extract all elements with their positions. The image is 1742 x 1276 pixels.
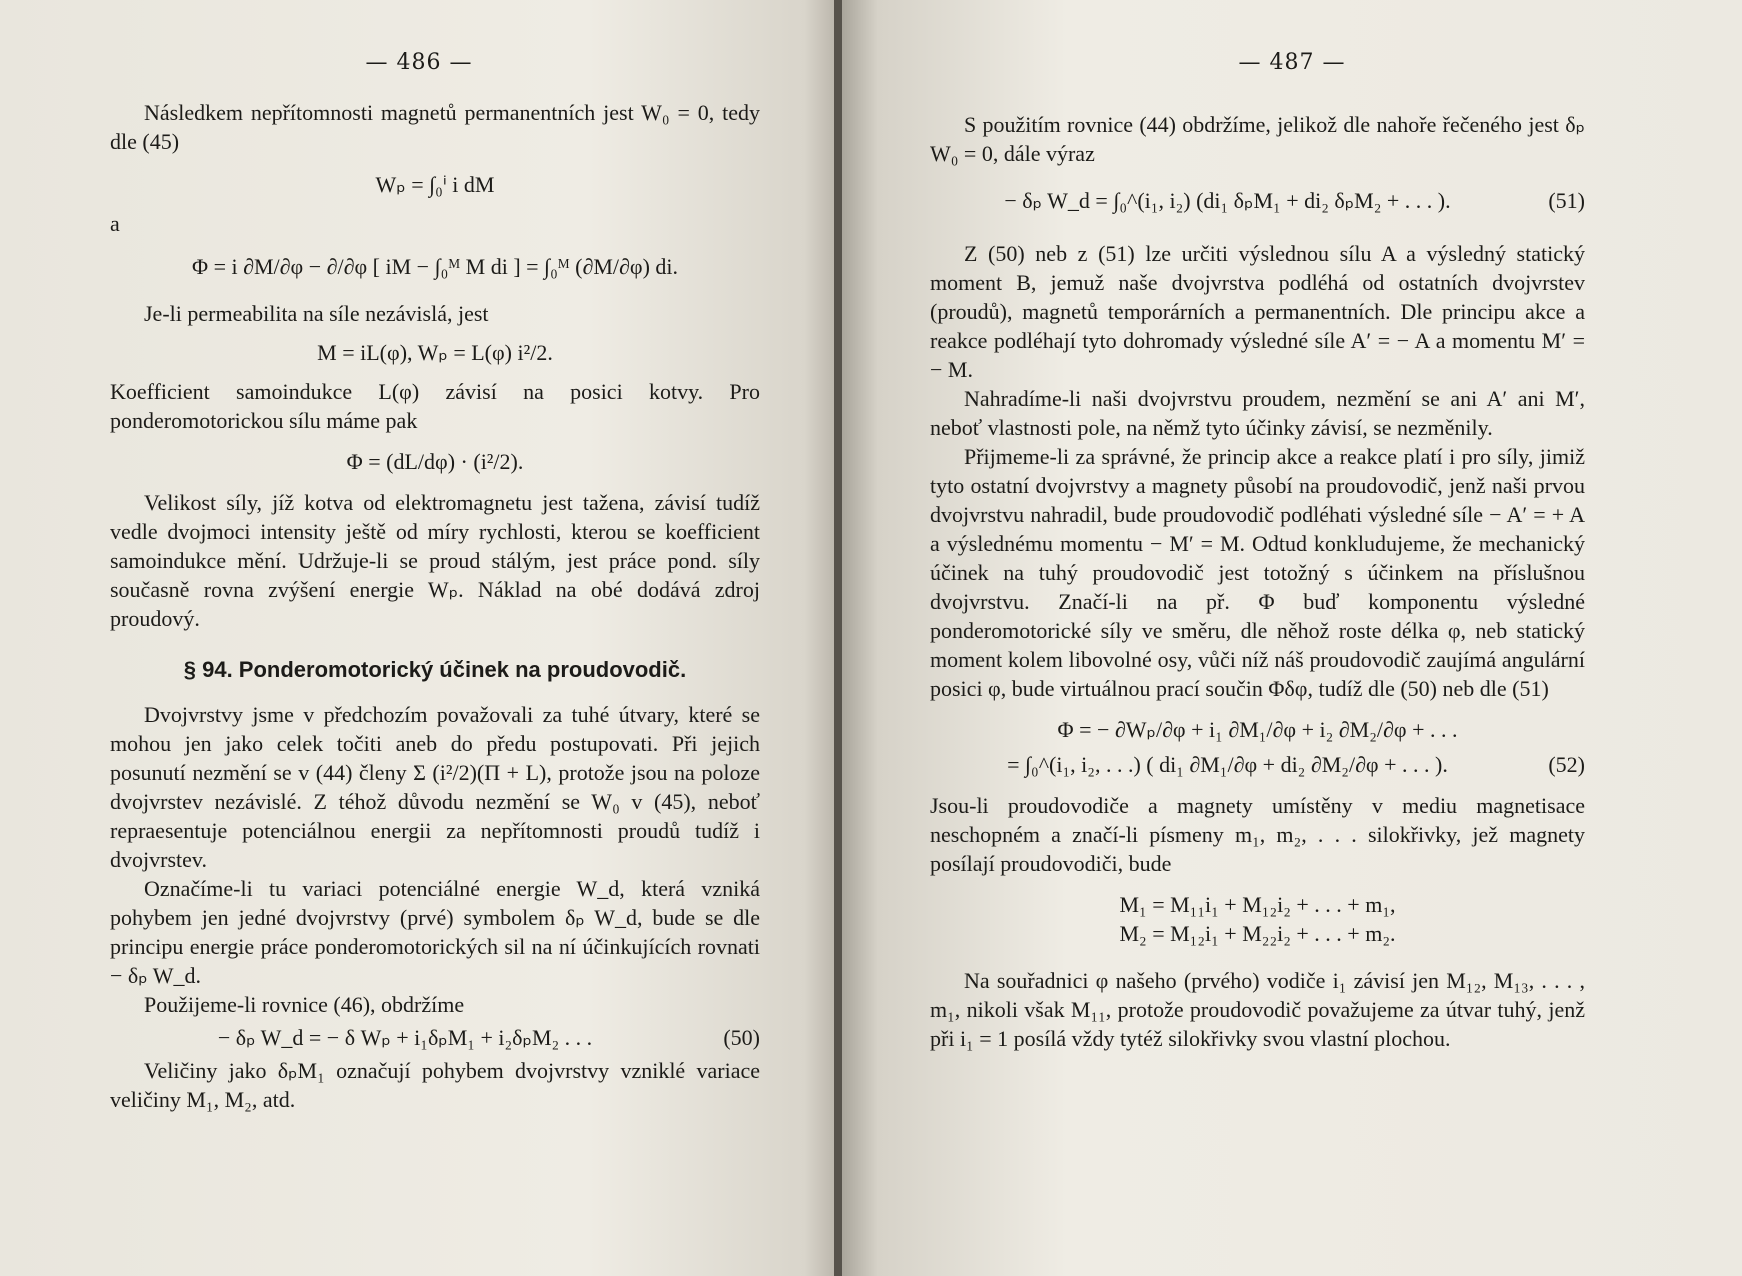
paragraph: Velikost síly, jíž kotva od elektromagnetu jest tažena, závisí tudíž vedle dvojmoci intensity ještě od míry rychlosti, kterou se koefficient samoindukce mění. Udržuje-li se proud stálým, jest práce pond. síly současně rovna zvýšení energie Wₚ. Náklad na obé dodává zdroj proudový. bbox=[110, 490, 760, 631]
paragraph: Z (50) neb z (51) lze určiti výslednou sílu A a výsledný statický moment B, jemuž naše dvojvrstva podléhá od ostatních dvojvrstev (proudů), magnetů temporárních a permanentních. Dle principu akce a reakce podléhají tyto dohromady výsledné síle A′ = − A a momentu M′ = − M. bbox=[930, 241, 1585, 382]
equation-number: (52) bbox=[1548, 752, 1585, 777]
equation-number: (50) bbox=[723, 1025, 760, 1050]
section-heading: § 94. Ponderomotorický účinek na proudovodič. bbox=[183, 657, 687, 682]
right-page bbox=[842, 0, 1742, 1276]
equation: M₁ = M₁₁i₁ + M₁₂i₂ + . . . + m₁, bbox=[1119, 892, 1396, 917]
paragraph: Označíme-li tu variaci potenciálné energie W_d, která vzniká pohybem jen jedné dvojvrstvy (prvé) symbolem δₚ W_d, bude se dle principu energie práce ponderomotorických sil na ní účinkujících rovnati − δₚ W_d. bbox=[110, 876, 760, 988]
paragraph: Koefficient samoindukce L(φ) závisí na posici kotvy. Pro ponderomotorickou sílu máme pak bbox=[110, 379, 760, 433]
page-number-left: — 486 — bbox=[365, 50, 473, 75]
equation-number: (51) bbox=[1548, 188, 1585, 213]
equation: M₂ = M₁₂i₁ + M₂₂i₂ + . . . + m₂. bbox=[1119, 921, 1396, 946]
paragraph: Přijmeme-li za správné, že princip akce a reakce platí i pro síly, jimiž tyto ostatní dvojvrstvy a magnety působí na proudovodič, jenž naši prvou dvojvrstvu nahradil, bude proudovodič podléhati výsledné síle − A′ = + A a výslednému momentu − M′ = M. Odtud konkludujeme, že mechanický účinek na tuhý proudovodič jest totožný s účinkem na příslušnou dvojvrstvu. Značí-li na př. Φ buď komponentu výsledné ponderomotorické síly ve směru, dle něhož roste délka φ, neb statický moment kolem libovolné osy, vůči níž náš proudovodič zaujímá angulární posici φ, bude virtuálnou prací součin Φδφ, tudíž dle (50) neb dle (51) bbox=[930, 444, 1585, 701]
paragraph: Dvojvrstvy jsme v předchozím považovali za tuhé útvary, které se mohou jen jako celek točiti aneb do předu postupovati. Při jejich posunutí nezmění se v (44) členy Σ (i²/2)(Π + L), protože jsou na poloze dvojvrstev nezávislé. Z téhož důvodu nezmění se W₀ v (45), neboť repraesentuje potenciálnou energii za nepřítomnosti proudů tudíž i dvojvrstev. bbox=[110, 702, 760, 872]
equation: M = iL(φ), Wₚ = L(φ) i²/2. bbox=[317, 340, 553, 365]
paragraph: Jsou-li proudovodiče a magnety umístěny v mediu magnetisace neschopném a značí-li písmeny m₁, m₂, . . . silokřivky, jež magnety posílají proudovodiči, bude bbox=[930, 793, 1585, 876]
equation: − δₚ W_d = ∫₀^(i₁, i₂) (di₁ δₚM₁ + di₂ δₚM₂ + . . . ). bbox=[1004, 188, 1451, 213]
paragraph: Nahradíme-li naši dvojvrstvu proudem, nezmění se ani A′ ani M′, neboť vlastnosti pole, na němž tyto účinky závisí, se nezměnily. bbox=[930, 386, 1585, 440]
paragraph: Použijeme-li rovnice (46), obdržíme bbox=[144, 992, 465, 1017]
equation: Φ = i ∂M/∂φ − ∂/∂φ [ iM − ∫₀ᴹ M di ] = ∫₀ᴹ (∂M/∂φ) di. bbox=[191, 254, 679, 279]
paragraph: S použitím rovnice (44) obdržíme, jelikož dle nahoře řečeného jest δₚ W₀ = 0, dále výraz bbox=[930, 112, 1585, 166]
equation: Φ = − ∂Wₚ/∂φ + i₁ ∂M₁/∂φ + i₂ ∂M₂/∂φ + . . . bbox=[1057, 717, 1458, 742]
paragraph: Následkem nepřítomnosti magnetů permanentních jest W₀ = 0, tedy dle (45) bbox=[110, 100, 760, 154]
equation: Φ = (dL/dφ) · (i²/2). bbox=[346, 449, 524, 474]
left-page-text bbox=[110, 0, 760, 1114]
equation: = ∫₀^(i₁, i₂, . . .) ( di₁ ∂M₁/∂φ + di₂ ∂M₂/∂φ + . . . ). bbox=[1007, 752, 1448, 777]
numbered-equation bbox=[110, 1023, 760, 1052]
conjunction: a bbox=[110, 211, 120, 236]
page-number-right: — 487 — bbox=[1238, 50, 1346, 75]
equation: − δₚ W_d = − δ Wₚ + i₁δₚM₁ + i₂δₚM₂ . . . bbox=[217, 1025, 593, 1050]
paragraph: Je-li permeabilita na síle nezávislá, jest bbox=[144, 301, 489, 326]
numbered-equation bbox=[930, 750, 1585, 779]
paragraph: Na souřadnici φ našeho (prvého) vodiče i₁ závisí jen M₁₂, M₁₃, . . . , m₁, nikoli však M₁₁, protože proudovodič považujeme za útvar tuhý, jenž při i₁ = 1 posílá vždy tytéž silokřivky svou vlastní plochou. bbox=[930, 968, 1585, 1051]
numbered-equation bbox=[930, 186, 1585, 215]
paragraph: Veličiny jako δₚM₁ označují pohybem dvojvrstvy vzniklé variace veličiny M₁, M₂, atd. bbox=[110, 1058, 760, 1112]
right-page-text bbox=[930, 0, 1585, 1053]
left-page bbox=[0, 0, 838, 1276]
equation: Wₚ = ∫₀ⁱ i dM bbox=[375, 172, 495, 197]
